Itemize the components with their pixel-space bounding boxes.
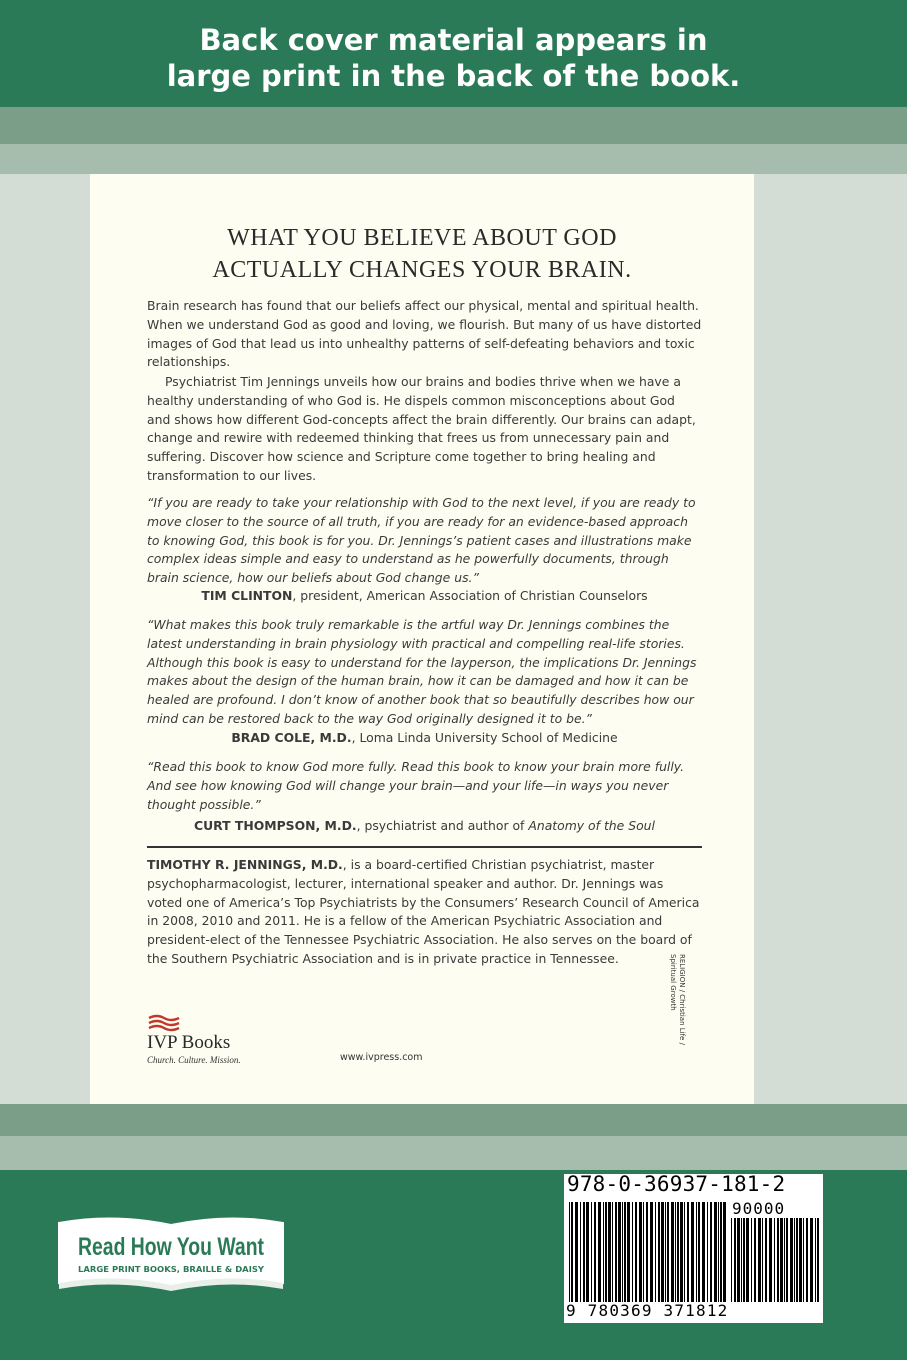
barcode-bar: [765, 1218, 767, 1302]
author-bio-text: , is a board-certified Christian psychiatrist, master psychopharmacologist, lecturer, international speaker and author. Dr. Jennings was voted one of America’s Top Psychiatrists by the Consumers’ Research Council of America in 2008, 2010 and 2011. He is a fellow of the American Psychiatric Association and president-elect of the Tennessee Psychiatric Association. He also serves on the board of the Southern Psychiatric Association and is in private practice in Tennessee.: [147, 857, 700, 966]
endorsement-quote-2: “What makes this book truly remarkable is the artful way Dr. Jennings combines the latest understanding in brain physiology with practical and compelling real-life stories. Although this book is easy to understand for the layperson, the implications Dr. Jennings makes about the design of the human brain, how it can be damaged and how it can be healed are profound. I don’t know of another book that so beautifully describes how our mind can be restored back to the way God originally designed it to be.”: [147, 617, 697, 726]
barcode-bar: [817, 1218, 819, 1302]
barcode-bar: [714, 1202, 717, 1302]
ivp-logo-name: IVP Books: [147, 1032, 231, 1053]
description-paragraph-1: Brain research has found that our beliefs affect our physical, mental and spiritual health. When we understand God as good and loving, we flourish. But many of us have distorted images of God that lead us into unhealthy patterns of self-defeating behaviors and toxic relationships.: [147, 298, 702, 370]
price-code: 90000: [732, 1199, 786, 1218]
barcode-bar: [780, 1218, 783, 1302]
endorser-name-1: TIM CLINTON: [201, 588, 293, 603]
barcode-bar: [615, 1202, 617, 1302]
barcode-bar: [586, 1202, 589, 1302]
endorsement-quote-3: “Read this book to know God more fully. Read this book to know your brain more fully. And see how knowing God will change your brain—and your life—in ways you never thought possible.”: [147, 759, 685, 812]
barcode-bar: [769, 1218, 772, 1302]
barcode-bar: [684, 1202, 685, 1302]
barcode-bar: [603, 1202, 604, 1302]
barcode-bar: [754, 1218, 756, 1302]
barcode-bar: [627, 1202, 630, 1302]
barcode-bar: [691, 1202, 694, 1302]
banner-line-2: large print in the back of the book.: [166, 59, 741, 93]
barcode-bar: [580, 1202, 581, 1302]
endorser-name-3: CURT THOMPSON, M.D.: [194, 818, 357, 833]
barcode-bar: [624, 1202, 626, 1302]
endorsement-quote-1: “If you are ready to take your relationship with God to the next level, if you are ready to move closer to the source of all truth, if you are ready for an evidence-based approach to knowing God, this book is for you. Dr. Jennings’s patient cases and illustrations make complex ideas simple and easy to understand as he powerfully documents, through brain science, how our beliefs about God change us.”: [147, 495, 696, 586]
barcode-bar: [598, 1202, 601, 1302]
barcode-bar: [569, 1202, 570, 1302]
barcode-bar: [774, 1218, 775, 1302]
barcode-bar: [741, 1218, 742, 1302]
rhyw-logo-name: Read How You Want: [78, 1233, 265, 1261]
stripe-upper-light: [0, 144, 907, 174]
banner-line-1: Back cover material appears in: [199, 23, 708, 57]
ivp-books-logo: [147, 1014, 267, 1064]
author-bio: [147, 856, 702, 969]
barcode-bar: [632, 1202, 633, 1302]
barcode-bar: [665, 1202, 666, 1302]
barcode-bar: [723, 1202, 726, 1302]
barcode-bar: [671, 1202, 674, 1302]
endorsement-attribution-3: [147, 818, 702, 833]
barcode-bar: [605, 1202, 607, 1302]
barcode-bar: [687, 1202, 689, 1302]
endorser-name-2: BRAD COLE, M.D.: [231, 730, 352, 745]
banner-text: [0, 22, 907, 94]
read-how-you-want-logo: [55, 1215, 287, 1295]
addon-barcode-bars: [730, 1218, 820, 1302]
headline: [90, 222, 754, 286]
barcode-bar: [661, 1202, 664, 1302]
publisher-website: www.ivpress.com: [340, 1052, 423, 1063]
barcode-bar: [710, 1202, 712, 1302]
barcode-bar: [675, 1202, 676, 1302]
barcode-bar: [810, 1218, 813, 1302]
barcode-bar: [635, 1202, 637, 1302]
barcode-bar: [777, 1218, 779, 1302]
barcode-bar: [702, 1202, 705, 1302]
barcode-bar: [612, 1202, 613, 1302]
barcode-bar: [571, 1202, 573, 1302]
subject-category: [668, 954, 686, 1094]
barcode-bar: [784, 1218, 785, 1302]
barcode-bar: [677, 1202, 679, 1302]
barcode-bar: [737, 1218, 740, 1302]
barcode-bar: [806, 1218, 808, 1302]
endorser-title-1: , president, American Association of Christian Counselors: [292, 588, 648, 603]
barcode-bar: [608, 1202, 611, 1302]
barcode-bar: [790, 1218, 793, 1302]
barcode-bar: [643, 1202, 644, 1302]
barcode-bar: [751, 1218, 752, 1302]
barcode-digits: 9 780369 371812: [566, 1301, 729, 1320]
top-banner: [0, 0, 907, 107]
back-cover-panel: [90, 174, 754, 1104]
author-name: TIMOTHY R. JENNINGS, M.D.: [147, 857, 343, 872]
barcode-bar: [720, 1202, 722, 1302]
barcode-bar: [655, 1202, 656, 1302]
barcode-bar: [803, 1218, 804, 1302]
rhyw-logo-tagline: LARGE PRINT BOOKS, BRAILLE & DAISY: [78, 1265, 265, 1274]
barcode-bar: [622, 1202, 623, 1302]
barcode-bar: [762, 1218, 763, 1302]
barcode-bar: [594, 1202, 596, 1302]
ivp-logo-tagline: Church. Culture. Mission.: [147, 1055, 241, 1065]
barcode-bar: [799, 1218, 802, 1302]
section-divider: [147, 846, 702, 848]
barcode-bar: [658, 1202, 660, 1302]
barcode-bar: [650, 1202, 653, 1302]
headline-line-2: ACTUALLY CHANGES YOUR BRAIN.: [212, 257, 632, 283]
barcode-bar: [698, 1202, 700, 1302]
barcode-bar: [575, 1202, 578, 1302]
barcode-bar: [680, 1202, 683, 1302]
subject-line-1: RELIGION / Christian Life /: [678, 954, 686, 1045]
isbn-barcode: [564, 1174, 823, 1323]
barcode-bar: [734, 1218, 736, 1302]
barcode-bar: [618, 1202, 621, 1302]
barcode-bar: [786, 1218, 788, 1302]
main-barcode-bars: [568, 1202, 726, 1302]
barcode-bar: [707, 1202, 708, 1302]
stripe-lower-light: [0, 1136, 907, 1170]
description-paragraph-2: Psychiatrist Tim Jennings unveils how our brains and bodies thrive when we have a healthy understanding of who God is. He dispels common misconceptions about God and shows how different God-concepts affect the brain differently. Our brains can adapt, change and rewire with redeemed thinking that frees us from unnecessary pain and suffering. Discover how science and Scripture come together to bring healing and transformation to our lives.: [147, 374, 696, 483]
subject-line-2: Spiritual Growth: [669, 954, 677, 1011]
ivp-flag-icon: [147, 1014, 181, 1032]
barcode-bar: [718, 1202, 719, 1302]
endorser-title-3: , psychiatrist and author of: [356, 818, 529, 833]
barcode-bar: [583, 1202, 585, 1302]
barcode-bar: [743, 1218, 745, 1302]
stripe-upper-dark: [0, 107, 907, 144]
endorsement-attribution-1: [147, 588, 702, 603]
open-book-icon: [55, 1215, 287, 1295]
barcode-bar: [796, 1218, 798, 1302]
barcode-bar: [794, 1218, 795, 1302]
endorser-book-3: Anatomy of the Soul: [528, 818, 655, 833]
headline-line-1: WHAT YOU BELIEVE ABOUT GOD: [227, 225, 617, 251]
endorsement-attribution-2: [147, 730, 702, 745]
barcode-bar: [731, 1218, 732, 1302]
barcode-bar: [667, 1202, 669, 1302]
barcode-bar: [591, 1202, 592, 1302]
barcode-bar: [746, 1218, 749, 1302]
barcode-bar: [815, 1218, 816, 1302]
barcode-bar: [758, 1218, 761, 1302]
isbn-number: 978-0-36937-181-2: [567, 1172, 786, 1196]
endorser-title-2: , Loma Linda University School of Medicine: [351, 730, 618, 745]
barcode-bar: [646, 1202, 648, 1302]
barcode-bar: [639, 1202, 642, 1302]
stripe-lower-dark: [0, 1104, 907, 1136]
barcode-bar: [696, 1202, 697, 1302]
